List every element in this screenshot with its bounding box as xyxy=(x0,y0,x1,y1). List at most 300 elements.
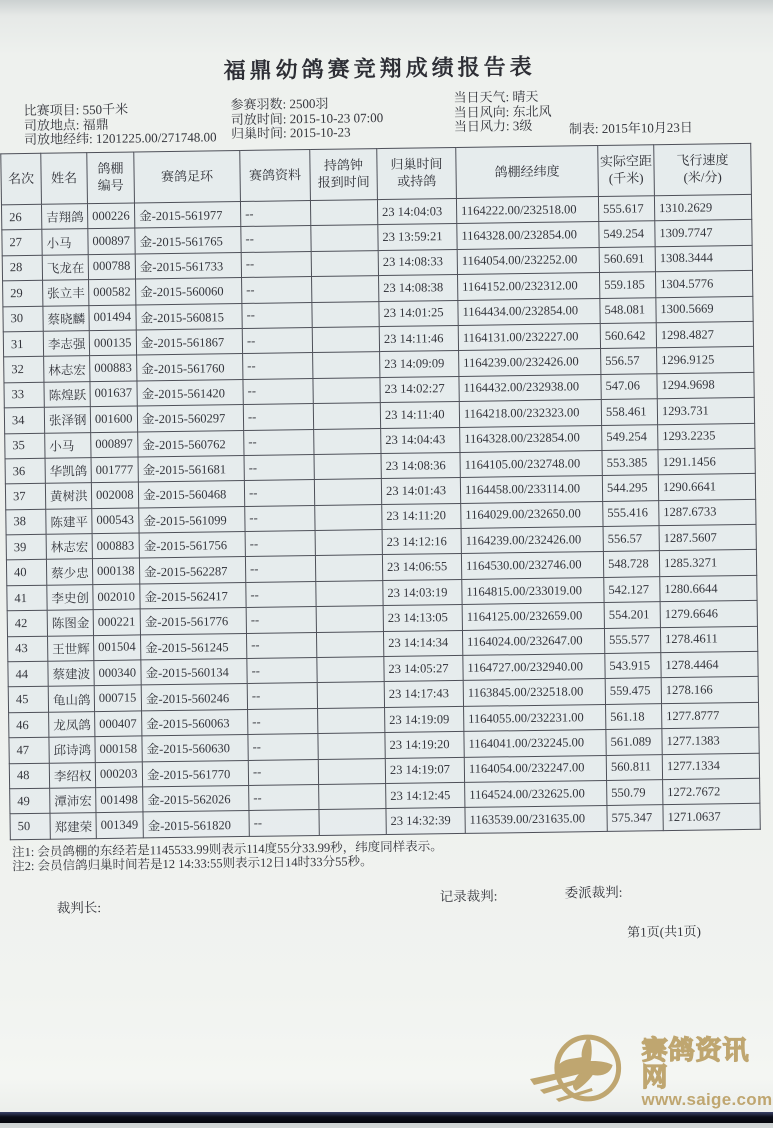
cell-ring-number: 金-2015-561760 xyxy=(137,354,243,381)
cell-speed-m-min: 1272.7672 xyxy=(663,778,760,805)
cell-ring-number: 金-2015-562026 xyxy=(143,785,249,812)
info-value: 东北风 xyxy=(512,103,552,119)
cell-ring-number: 金-2015-561776 xyxy=(140,608,246,635)
cell-loft-number: 000883 xyxy=(92,533,139,559)
cell-distance-km: 560.642 xyxy=(600,323,656,349)
cell-ring-number: 金-2015-562287 xyxy=(139,557,245,584)
cell-distance-km: 548.728 xyxy=(603,551,659,577)
cell-loft-coordinates: 1164524.00/232625.00 xyxy=(465,780,607,807)
cell-ring-number: 金-2015-561756 xyxy=(139,532,245,559)
cell-rank: 48 xyxy=(9,763,49,789)
cell-distance-km: 559.185 xyxy=(599,272,655,298)
cell-name: 李史创 xyxy=(47,584,93,610)
column-header-return-time: 归巢时间 或持鸽 xyxy=(377,147,457,199)
info-label: 比赛项目: xyxy=(23,102,80,119)
cell-loft-coordinates: 1164222.00/232518.00 xyxy=(456,197,598,224)
cell-rank: 27 xyxy=(2,230,42,256)
cell-rank: 35 xyxy=(5,433,45,459)
info-line xyxy=(24,130,217,147)
cell-return-time: 23 14:04:03 xyxy=(377,198,456,224)
cell-name: 小马 xyxy=(42,229,88,255)
info-line xyxy=(454,119,552,135)
cell-return-time: 23 14:19:09 xyxy=(385,706,464,732)
info-value: 2500羽 xyxy=(289,95,329,112)
cell-clock-report-time xyxy=(318,733,385,759)
cell-speed-m-min: 1285.3271 xyxy=(659,550,756,577)
cell-name: 吉翔鸽 xyxy=(41,204,87,230)
info-label: 当日天气: xyxy=(453,89,510,106)
cell-speed-m-min: 1287.5607 xyxy=(659,524,756,551)
cell-name: 林志宏 xyxy=(44,356,90,382)
cell-loft-number: 001349 xyxy=(96,812,143,838)
info-label: 参赛羽数: xyxy=(230,96,287,113)
cell-loft-coordinates: 1164727.00/232940.00 xyxy=(463,653,605,680)
cell-name: 王世辉 xyxy=(48,635,94,661)
cell-loft-coordinates: 1164055.00/232231.00 xyxy=(464,704,606,731)
cell-rank: 42 xyxy=(7,610,47,636)
cell-rank: 36 xyxy=(5,458,45,484)
cell-rank: 49 xyxy=(10,788,50,814)
cell-clock-report-time xyxy=(313,403,380,429)
cell-name: 郑建荣 xyxy=(50,813,96,839)
cell-name: 陈煌跃 xyxy=(44,381,90,407)
cell-clock-report-time xyxy=(318,707,385,733)
cell-distance-km: 553.385 xyxy=(602,450,658,476)
info-value: 晴天 xyxy=(512,88,539,105)
cell-clock-report-time xyxy=(315,530,382,556)
cell-speed-m-min: 1287.6733 xyxy=(659,499,756,526)
watermark-site-url: www.saige.com xyxy=(641,1090,773,1110)
cell-rank: 38 xyxy=(6,509,46,535)
cell-speed-m-min: 1277.8777 xyxy=(662,702,759,729)
cell-loft-coordinates: 1164131.00/232227.00 xyxy=(458,323,600,350)
cell-return-time: 23 14:19:20 xyxy=(385,732,464,758)
note-2: 注2: 会员信鸽归巢时间若是12 14:33:55则表示12日14时33分55秒。 xyxy=(12,853,373,873)
cell-loft-coordinates: 1164239.00/232426.00 xyxy=(461,527,603,554)
cell-loft-coordinates: 1164041.00/232245.00 xyxy=(464,730,606,757)
cell-name: 陈图金 xyxy=(47,610,93,636)
cell-rank: 44 xyxy=(8,661,48,687)
cell-return-time: 23 14:01:43 xyxy=(381,478,460,504)
made-by-value: 2015年10月23日 xyxy=(601,119,693,136)
cell-loft-coordinates: 1164125.00/232659.00 xyxy=(462,603,604,630)
cell-loft-coordinates: 1164530.00/232746.00 xyxy=(461,552,603,579)
cell-rank: 32 xyxy=(4,357,44,383)
cell-return-time: 23 14:11:20 xyxy=(382,503,461,529)
cell-loft-coordinates: 1164152.00/232312.00 xyxy=(458,273,600,300)
cell-distance-km: 555.416 xyxy=(603,500,659,526)
cell-distance-km: 560.691 xyxy=(599,246,655,272)
cell-clock-report-time xyxy=(312,276,379,302)
cell-clock-report-time xyxy=(319,784,386,810)
cell-distance-km: 549.254 xyxy=(602,424,658,450)
scan-edge-strip xyxy=(0,1112,773,1123)
column-header-pigeon-info: 赛鸽资料 xyxy=(240,150,311,202)
cell-speed-m-min: 1298.4827 xyxy=(656,321,753,348)
cell-loft-number: 001504 xyxy=(94,635,141,661)
cell-loft-coordinates: 1163539.00/231635.00 xyxy=(465,806,607,833)
cell-name: 潭沛宏 xyxy=(50,788,96,814)
cell-clock-report-time xyxy=(312,327,379,353)
cell-rank: 46 xyxy=(9,712,49,738)
cell-pigeon-info: -- xyxy=(248,708,318,734)
info-label: 司放地点: xyxy=(23,116,80,133)
cell-clock-report-time xyxy=(314,479,381,505)
cell-pigeon-info: -- xyxy=(246,581,316,607)
cell-pigeon-info: -- xyxy=(245,531,315,557)
note-1: 注1: 会员鸽棚的东经若是1145533.99则表示114度55分33.99秒，纬度同样表示。 xyxy=(11,839,443,860)
cell-loft-coordinates: 1164328.00/232854.00 xyxy=(460,425,602,452)
cell-rank: 33 xyxy=(4,382,44,408)
cell-distance-km: 542.127 xyxy=(604,577,660,603)
cell-loft-number: 001494 xyxy=(89,305,136,331)
cell-name: 邱诗鸿 xyxy=(49,737,95,763)
cell-ring-number: 金-2015-561977 xyxy=(134,202,240,229)
cell-pigeon-info: -- xyxy=(243,353,313,379)
cell-pigeon-info: -- xyxy=(242,302,312,328)
cell-return-time: 23 14:05:27 xyxy=(384,655,463,681)
cell-speed-m-min: 1278.4611 xyxy=(660,626,757,653)
cell-return-time: 23 14:14:34 xyxy=(383,630,462,656)
cell-loft-coordinates: 1164054.00/232252.00 xyxy=(457,247,599,274)
cell-loft-coordinates: 1164218.00/232323.00 xyxy=(459,400,601,427)
info-value: 550千米 xyxy=(82,101,129,118)
cell-distance-km: 555.617 xyxy=(598,196,654,222)
cell-loft-number: 000158 xyxy=(95,736,142,762)
cell-pigeon-info: -- xyxy=(244,429,314,455)
cell-pigeon-info: -- xyxy=(246,607,316,633)
cell-speed-m-min: 1280.6644 xyxy=(660,575,757,602)
column-header-distance-km: 实际空距 (千米) xyxy=(598,145,655,197)
cell-rank: 39 xyxy=(6,534,46,560)
cell-clock-report-time xyxy=(317,657,384,683)
cell-loft-number: 000340 xyxy=(94,660,141,686)
cell-rank: 28 xyxy=(2,255,42,281)
cell-pigeon-info: -- xyxy=(247,658,317,684)
cell-loft-number: 000203 xyxy=(95,762,142,788)
cell-clock-report-time xyxy=(316,580,383,606)
cell-speed-m-min: 1290.6641 xyxy=(658,474,755,501)
cell-speed-m-min: 1271.0637 xyxy=(663,804,760,831)
cell-distance-km: 575.347 xyxy=(607,805,663,831)
cell-speed-m-min: 1309.7747 xyxy=(655,220,752,247)
cell-ring-number: 金-2015-560762 xyxy=(138,430,244,457)
cell-distance-km: 555.577 xyxy=(604,627,660,653)
cell-ring-number: 金-2015-561245 xyxy=(140,633,246,660)
cell-rank: 37 xyxy=(5,484,45,510)
cell-return-time: 23 14:04:43 xyxy=(381,427,460,453)
cell-return-time: 23 14:13:05 xyxy=(383,605,462,631)
info-label: 当日风向: xyxy=(453,103,510,120)
cell-clock-report-time xyxy=(314,453,381,479)
report-title: 福鼎幼鸽赛竞翔成绩报告表 xyxy=(223,53,536,84)
cell-loft-coordinates: 1164239.00/232426.00 xyxy=(459,349,601,376)
cell-rank: 40 xyxy=(6,560,46,586)
cell-distance-km: 558.461 xyxy=(601,399,657,425)
cell-speed-m-min: 1279.6646 xyxy=(660,601,757,628)
cell-return-time: 23 14:19:07 xyxy=(385,757,464,783)
cell-ring-number: 金-2015-561420 xyxy=(137,379,243,406)
cell-rank: 34 xyxy=(4,407,44,433)
cell-return-time: 23 14:12:16 xyxy=(382,529,461,555)
cell-ring-number: 金-2015-561765 xyxy=(135,227,241,254)
column-header-rank: 名次 xyxy=(1,153,42,205)
cell-ring-number: 金-2015-561733 xyxy=(135,252,241,279)
column-header-loft-coordinates: 鸽棚经纬度 xyxy=(456,146,599,199)
cell-rank: 31 xyxy=(3,331,43,357)
cell-clock-report-time xyxy=(313,377,380,403)
cell-name: 陈建平 xyxy=(46,508,92,534)
cell-pigeon-info: -- xyxy=(241,251,311,277)
column-header-speed-m-min: 飞行速度 (米/分) xyxy=(654,143,752,195)
made-by-line xyxy=(569,117,693,138)
cell-loft-number: 000897 xyxy=(91,431,138,457)
cell-name: 李志强 xyxy=(43,331,89,357)
cell-speed-m-min: 1296.9125 xyxy=(657,347,754,374)
cell-return-time: 23 14:08:33 xyxy=(378,249,457,275)
saige-watermark xyxy=(526,1030,773,1116)
cell-distance-km: 544.295 xyxy=(602,475,658,501)
cell-loft-number: 000883 xyxy=(90,355,137,381)
made-by-label: 制表: xyxy=(568,120,599,137)
cell-speed-m-min: 1300.5669 xyxy=(656,296,753,323)
cell-return-time: 23 14:17:43 xyxy=(384,681,463,707)
race-info-middle xyxy=(231,96,384,142)
cell-ring-number: 金-2015-560063 xyxy=(142,709,248,736)
cell-ring-number: 金-2015-562417 xyxy=(140,582,246,609)
cell-pigeon-info: -- xyxy=(245,556,315,582)
cell-name: 龙凤鸽 xyxy=(49,711,95,737)
cell-return-time: 23 14:06:55 xyxy=(382,554,461,580)
cell-name: 龟山鸽 xyxy=(48,686,94,712)
info-label: 司放地经纬: xyxy=(23,131,93,148)
cell-ring-number: 金-2015-560060 xyxy=(136,278,242,305)
cell-loft-number: 001637 xyxy=(90,381,137,407)
column-header-name: 姓名 xyxy=(41,153,88,205)
cell-return-time: 23 14:03:19 xyxy=(383,579,462,605)
cell-loft-number: 000715 xyxy=(94,685,141,711)
cell-pigeon-info: -- xyxy=(243,404,313,430)
cell-pigeon-info: -- xyxy=(245,505,315,531)
cell-pigeon-info: -- xyxy=(247,683,317,709)
cell-loft-number: 000135 xyxy=(89,330,136,356)
cell-return-time: 23 14:32:39 xyxy=(386,808,465,834)
cell-pigeon-info: -- xyxy=(244,454,314,480)
cell-name: 黄树洪 xyxy=(45,483,91,509)
cell-return-time: 23 14:08:36 xyxy=(381,452,460,478)
page-number: 第1页(共1页) xyxy=(627,923,701,940)
cell-speed-m-min: 1308.3444 xyxy=(655,245,752,272)
cell-clock-report-time xyxy=(311,225,378,251)
cell-return-time: 23 13:59:21 xyxy=(378,224,457,250)
cell-loft-number: 000897 xyxy=(88,228,135,254)
cell-return-time: 23 14:01:25 xyxy=(379,300,458,326)
cell-name: 林志宏 xyxy=(46,534,92,560)
cell-loft-coordinates: 1164815.00/233019.00 xyxy=(462,577,604,604)
cell-speed-m-min: 1277.1383 xyxy=(662,728,759,755)
cell-loft-coordinates: 1164054.00/232247.00 xyxy=(464,755,606,782)
appointed-judge-label: 委派裁判: xyxy=(564,884,623,901)
info-label: 归巢时间: xyxy=(230,125,287,142)
info-value: 2015-10-23 07:00 xyxy=(289,109,384,126)
cell-ring-number: 金-2015-560134 xyxy=(141,658,247,685)
cell-return-time: 23 14:12:45 xyxy=(386,782,465,808)
cell-loft-number: 001777 xyxy=(91,457,138,483)
cell-name: 蔡建波 xyxy=(48,661,94,687)
cell-ring-number: 金-2015-560297 xyxy=(137,405,243,432)
cell-distance-km: 561.18 xyxy=(606,703,662,729)
cell-name: 张立丰 xyxy=(43,280,89,306)
cell-loft-coordinates: 1164432.00/232938.00 xyxy=(459,374,601,401)
cell-return-time: 23 14:02:27 xyxy=(380,376,459,402)
cell-name: 飞龙在 xyxy=(42,254,88,280)
cell-rank: 50 xyxy=(10,814,50,840)
cell-loft-number: 001498 xyxy=(96,787,143,813)
cell-return-time: 23 14:11:46 xyxy=(379,325,458,351)
cell-speed-m-min: 1293.731 xyxy=(657,397,754,424)
cell-distance-km: 556.57 xyxy=(601,348,657,374)
cell-loft-coordinates: 1164328.00/232854.00 xyxy=(457,222,599,249)
cell-pigeon-info: -- xyxy=(248,734,318,760)
cell-clock-report-time xyxy=(316,631,383,657)
cell-clock-report-time xyxy=(313,352,380,378)
cell-ring-number: 金-2015-560468 xyxy=(138,481,244,508)
cell-rank: 47 xyxy=(9,737,49,763)
cell-loft-number: 000221 xyxy=(93,609,140,635)
watermark-text xyxy=(641,1034,773,1110)
info-label: 当日风力: xyxy=(453,118,510,135)
info-value: 3级 xyxy=(512,117,533,134)
cell-name: 蔡晓麟 xyxy=(43,305,89,331)
cell-clock-report-time xyxy=(318,758,385,784)
cell-clock-report-time xyxy=(317,682,384,708)
cell-rank: 45 xyxy=(8,687,48,713)
results-table xyxy=(0,143,761,840)
cell-clock-report-time xyxy=(315,555,382,581)
cell-clock-report-time xyxy=(314,428,381,454)
cell-ring-number: 金-2015-561770 xyxy=(142,760,248,787)
cell-pigeon-info: -- xyxy=(242,277,312,303)
pigeon-logo-icon xyxy=(526,1030,638,1116)
cell-pigeon-info: -- xyxy=(246,632,316,658)
cell-distance-km: 549.254 xyxy=(599,221,655,247)
cell-distance-km: 550.79 xyxy=(607,780,663,806)
cell-return-time: 23 14:11:40 xyxy=(380,402,459,428)
info-value: 1201225.00/271748.00 xyxy=(95,129,217,147)
cell-loft-number: 000226 xyxy=(87,203,134,229)
cell-clock-report-time xyxy=(316,606,383,632)
watermark-site-name: 赛鸽资讯网 xyxy=(641,1034,750,1093)
cell-ring-number: 金-2015-561867 xyxy=(136,328,242,355)
cell-clock-report-time xyxy=(315,504,382,530)
cell-pigeon-info: -- xyxy=(248,759,318,785)
cell-loft-number: 000788 xyxy=(88,254,135,280)
cell-loft-number: 002010 xyxy=(93,584,140,610)
cell-loft-number: 000138 xyxy=(92,558,139,584)
cell-ring-number: 金-2015-560246 xyxy=(141,684,247,711)
cell-ring-number: 金-2015-561681 xyxy=(138,455,244,482)
cell-loft-number: 000407 xyxy=(95,711,142,737)
cell-distance-km: 554.201 xyxy=(604,602,660,628)
cell-clock-report-time xyxy=(312,301,379,327)
info-line xyxy=(231,125,384,142)
cell-loft-coordinates: 1164434.00/232854.00 xyxy=(458,298,600,325)
cell-speed-m-min: 1291.1456 xyxy=(658,448,755,475)
footnotes xyxy=(12,840,443,873)
cell-speed-m-min: 1278.4464 xyxy=(661,651,758,678)
record-judge-label: 记录裁判: xyxy=(439,888,498,905)
cell-ring-number: 金-2015-560630 xyxy=(142,735,248,762)
cell-loft-number: 001600 xyxy=(90,406,137,432)
cell-speed-m-min: 1310.2629 xyxy=(654,194,751,221)
cell-pigeon-info: -- xyxy=(242,327,312,353)
cell-loft-coordinates: 1164029.00/232650.00 xyxy=(461,501,603,528)
chief-judge-label: 裁判长: xyxy=(56,900,102,916)
cell-loft-number: 000582 xyxy=(89,279,136,305)
cell-loft-coordinates: 1164105.00/232748.00 xyxy=(460,450,602,477)
results-table-body xyxy=(1,194,760,839)
race-info-right xyxy=(453,90,551,135)
cell-rank: 26 xyxy=(1,204,41,230)
cell-speed-m-min: 1278.166 xyxy=(661,677,758,704)
cell-distance-km: 556.57 xyxy=(603,526,659,552)
column-header-loft-number: 鸽棚 编号 xyxy=(87,152,135,204)
cell-name: 蔡少忠 xyxy=(46,559,92,585)
cell-pigeon-info: -- xyxy=(243,378,313,404)
info-label: 司放时间: xyxy=(230,110,287,127)
cell-return-time: 23 14:08:38 xyxy=(379,275,458,301)
cell-loft-coordinates: 1164458.00/233114.00 xyxy=(460,476,602,503)
cell-speed-m-min: 1277.1334 xyxy=(662,753,759,780)
cell-speed-m-min: 1294.9698 xyxy=(657,372,754,399)
cell-rank: 30 xyxy=(3,306,43,332)
cell-pigeon-info: -- xyxy=(249,810,319,836)
cell-clock-report-time xyxy=(319,809,386,835)
cell-pigeon-info: -- xyxy=(244,480,314,506)
cell-distance-km: 548.081 xyxy=(600,297,656,323)
cell-clock-report-time xyxy=(310,200,377,226)
cell-clock-report-time xyxy=(311,250,378,276)
cell-loft-number: 000543 xyxy=(92,508,139,534)
cell-loft-coordinates: 1164024.00/232647.00 xyxy=(462,628,604,655)
cell-name: 张泽钢 xyxy=(44,407,90,433)
cell-name: 华凯鸽 xyxy=(45,458,91,484)
cell-distance-km: 559.475 xyxy=(605,678,661,704)
cell-ring-number: 金-2015-561099 xyxy=(139,506,245,533)
cell-loft-number: 002008 xyxy=(91,482,138,508)
cell-ring-number: 金-2015-561820 xyxy=(143,811,249,838)
cell-rank: 29 xyxy=(3,280,43,306)
column-header-clock-report-time: 持鸽钟 报到时间 xyxy=(310,149,378,201)
cell-ring-number: 金-2015-560815 xyxy=(136,303,242,330)
cell-pigeon-info: -- xyxy=(240,201,310,227)
race-info-left xyxy=(24,101,217,147)
cell-distance-km: 561.089 xyxy=(606,729,662,755)
info-value: 2015-10-23 xyxy=(289,124,351,141)
cell-return-time: 23 14:09:09 xyxy=(380,351,459,377)
cell-distance-km: 560.811 xyxy=(606,754,662,780)
cell-loft-coordinates: 1163845.00/232518.00 xyxy=(463,679,605,706)
column-header-ring-number: 赛鸽足环 xyxy=(134,151,241,203)
cell-name: 小马 xyxy=(45,432,91,458)
cell-rank: 41 xyxy=(7,585,47,611)
cell-pigeon-info: -- xyxy=(241,226,311,252)
cell-distance-km: 543.915 xyxy=(605,653,661,679)
cell-speed-m-min: 1304.5776 xyxy=(655,271,752,298)
cell-pigeon-info: -- xyxy=(249,784,319,810)
cell-rank: 43 xyxy=(8,636,48,662)
info-value: 福鼎 xyxy=(82,116,109,132)
